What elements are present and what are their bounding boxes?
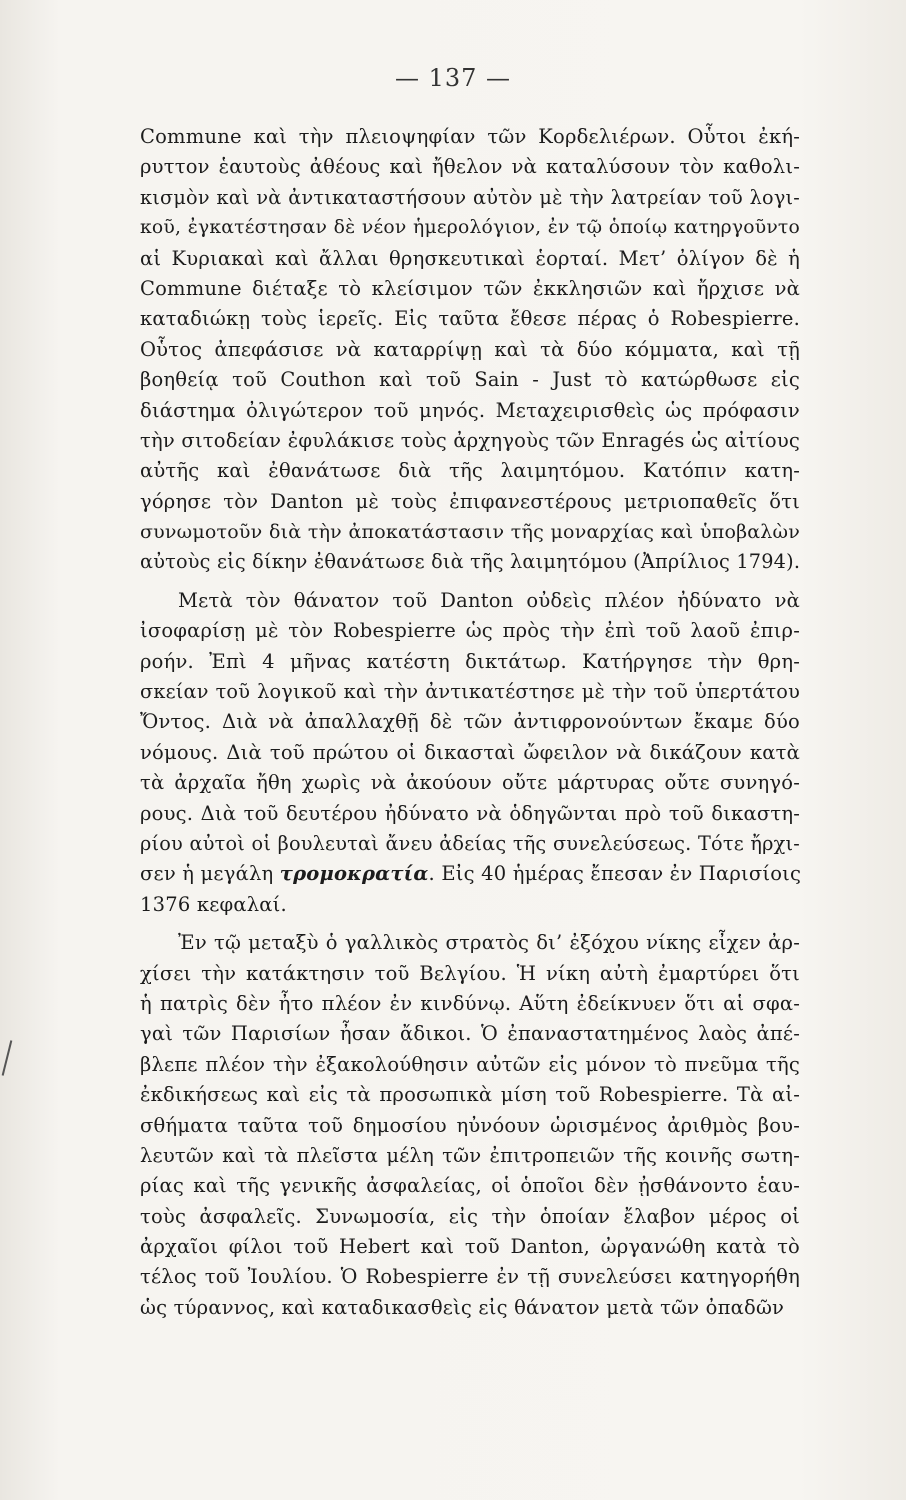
text-line: Ὄντος. Διὰ νὰ ἀπαλλαχθῇ δὲ τῶν ἀντιφρονούντων ἔκαμε δύο [140, 710, 800, 734]
text-line: συνωμοτοῦν διὰ τὴν ἀποκατάστασιν τῆς μοναρχίας καὶ ὑποβαλὼν [140, 521, 800, 544]
text-line: σεν ἡ μεγάλη τρομοκρατία. Εἰς 40 ἡμέρας ἔπεσαν ἐν Παρισίοις [140, 862, 802, 886]
text-line: ἡ πατρὶς δὲν ἦτο πλέον ἐν κινδύνῳ. Αὕτη ἐδείκνυεν ὅτι αἱ σφα- [140, 991, 800, 1015]
text-line: Commune διέταξε τὸ κλείσιμον τῶν ἐκκλησιῶν καὶ ἤρχισε νὰ [140, 276, 800, 300]
margin-pencil-mark [2, 1040, 13, 1075]
paragraph [140, 928, 800, 1323]
text-line: τὴν σιτοδείαν ἐφυλάκισε τοὺς ἀρχηγοὺς τῶν Enragés ὡς αἰτίους [140, 428, 800, 452]
text-line: ρίου αὐτοὶ οἱ βουλευταὶ ἄνευ ἀδείας τῆς συνελεύσεως. Τότε ἤρχι- [140, 831, 800, 855]
text-line: γαὶ τῶν Παρισίων ἦσαν ἄδικοι. Ὁ ἐπαναστατημένος λαὸς ἀπέ- [140, 1022, 800, 1046]
text-line: ροήν. Ἐπὶ 4 μῆνας κατέστη δικτάτωρ. Κατήργησε τὴν θρη- [140, 649, 800, 673]
text-line: Ἐν τῷ μεταξὺ ὁ γαλλικὸς στρατὸς δι’ ἐξόχου νίκης εἶχεν ἀρ- [178, 931, 800, 955]
text-line: τὰ ἀρχαῖα ἤθη χωρὶς νὰ ἀκούουν οὔτε μάρτυρας οὔτε συνηγό- [140, 771, 800, 795]
text-line: ἀρχαῖοι φίλοι τοῦ Hebert καὶ τοῦ Danton, ὠργανώθη κατὰ τὸ [140, 1235, 800, 1259]
text-line: κισμὸν καὶ νὰ ἀντικαταστήσουν αὐτὸν μὲ τὴν λατρείαν τοῦ λογι- [140, 185, 800, 209]
text-line: νόμους. Διὰ τοῦ πρώτου οἱ δικασταὶ ὤφειλον νὰ δικάζουν κατὰ [140, 740, 800, 764]
paragraph [140, 122, 800, 578]
text-line: βοηθείᾳ τοῦ Couthon καὶ τοῦ Sain - Just τὸ κατώρθωσε εἰς [140, 368, 800, 392]
text-line: αὐτοὺς εἰς δίκην ἐθανάτωσε διὰ τῆς λαιμητόμου (Ἀπρίλιος 1794). [140, 550, 801, 574]
text-line: σκείαν τοῦ λογικοῦ καὶ τὴν ἀντικατέστησε μὲ τὴν τοῦ ὑπερτάτου [140, 680, 800, 704]
page-body [140, 122, 800, 1323]
text-line: λευτῶν καὶ τὰ πλεῖστα μέλη τῶν ἐπιτροπειῶν τῆς κοινῆς σωτη- [140, 1143, 800, 1167]
text-line: ἐκδικήσεως καὶ εἰς τὰ προσωπικὰ μίση τοῦ Robespierre. Τὰ αἰ- [140, 1083, 800, 1107]
text-line: αἱ Κυριακαὶ καὶ ἄλλαι θρησκευτικαὶ ἑορταί. Μετ’ ὀλίγον δὲ ἡ [140, 246, 800, 270]
text-line: τέλος τοῦ Ἰουλίου. Ὁ Robespierre ἐν τῇ συνελεύσει κατηγορήθη [140, 1265, 800, 1289]
text-line: ρους. Διὰ τοῦ δευτέρου ἠδύνατο νὰ ὁδηγῶνται πρὸ τοῦ δικαστη- [140, 801, 800, 825]
text-line: διάστημα ὀλιγώτερον τοῦ μηνός. Μεταχειρισθεὶς ὡς πρόφασιν [140, 398, 800, 422]
text-line: γόρησε τὸν Danton μὲ τοὺς ἐπιφανεστέρους μετριοπαθεῖς ὅτι [140, 489, 800, 513]
text-line: ρυττον ἑαυτοὺς ἀθέους καὶ ἤθελον νὰ καταλύσουν τὸν καθολι- [140, 155, 800, 179]
text-line: ρίας καὶ τῆς γενικῆς ἀσφαλείας, οἱ ὁποῖοι δὲν ᾐσθάνοντο ἑαυ- [140, 1174, 800, 1198]
text-line: ἰσοφαρίσῃ μὲ τὸν Robespierre ὡς πρὸς τὴν ἐπὶ τοῦ λαοῦ ἐπιρ- [140, 619, 800, 643]
text-line: Commune καὶ τὴν πλειοψηφίαν τῶν Κορδελιέρων. Οὗτοι ἐκή- [140, 125, 800, 148]
paragraph [140, 586, 800, 920]
text-line: 1376 κεφαλαί. [140, 892, 287, 916]
text-line: καταδιώκῃ τοὺς ἱερεῖς. Εἰς ταῦτα ἔθεσε πέρας ὁ Robespierre. [140, 307, 800, 331]
emphasized-term: τρομοκρατία [279, 862, 429, 886]
text-line: σθήματα ταῦτα τοῦ δημοσίου ηὐνόουν ὡρισμένος ἀριθμὸς βου- [140, 1113, 800, 1137]
text-line: Οὗτος ἀπεφάσισε νὰ καταρρίψῃ καὶ τὰ δύο κόμματα, καὶ τῇ [140, 337, 800, 361]
text-line: αὐτῆς καὶ ἐθανάτωσε διὰ τῆς λαιμητόμου. Κατόπιν κατη- [140, 459, 800, 483]
text-line: τοὺς ἀσφαλεῖς. Συνωμοσία, εἰς τὴν ὁποίαν ἔλαβον μέρος οἱ [140, 1204, 800, 1228]
text-line: κοῦ, ἐγκατέστησαν δὲ νέον ἡμερολόγιον, ἐν τῷ ὁποίῳ κατηργοῦντο [140, 217, 800, 239]
text-line: χίσει τὴν κατάκτησιν τοῦ Βελγίου. Ἡ νίκη αὐτὴ ἐμαρτύρει ὅτι [140, 961, 800, 985]
text-line: ὡς τύραννος, καὶ καταδικασθεὶς εἰς θάνατον μετὰ τῶν ὀπαδῶν [140, 1295, 785, 1319]
text-line: Μετὰ τὸν θάνατον τοῦ Danton οὐδεὶς πλέον ἠδύνατο νὰ [178, 588, 800, 612]
text-line: βλεπε πλέον τὴν ἐξακολούθησιν αὐτῶν εἰς μόνον τὸ πνεῦμα τῆς [140, 1052, 800, 1076]
page-number: — 137 — [394, 64, 512, 92]
